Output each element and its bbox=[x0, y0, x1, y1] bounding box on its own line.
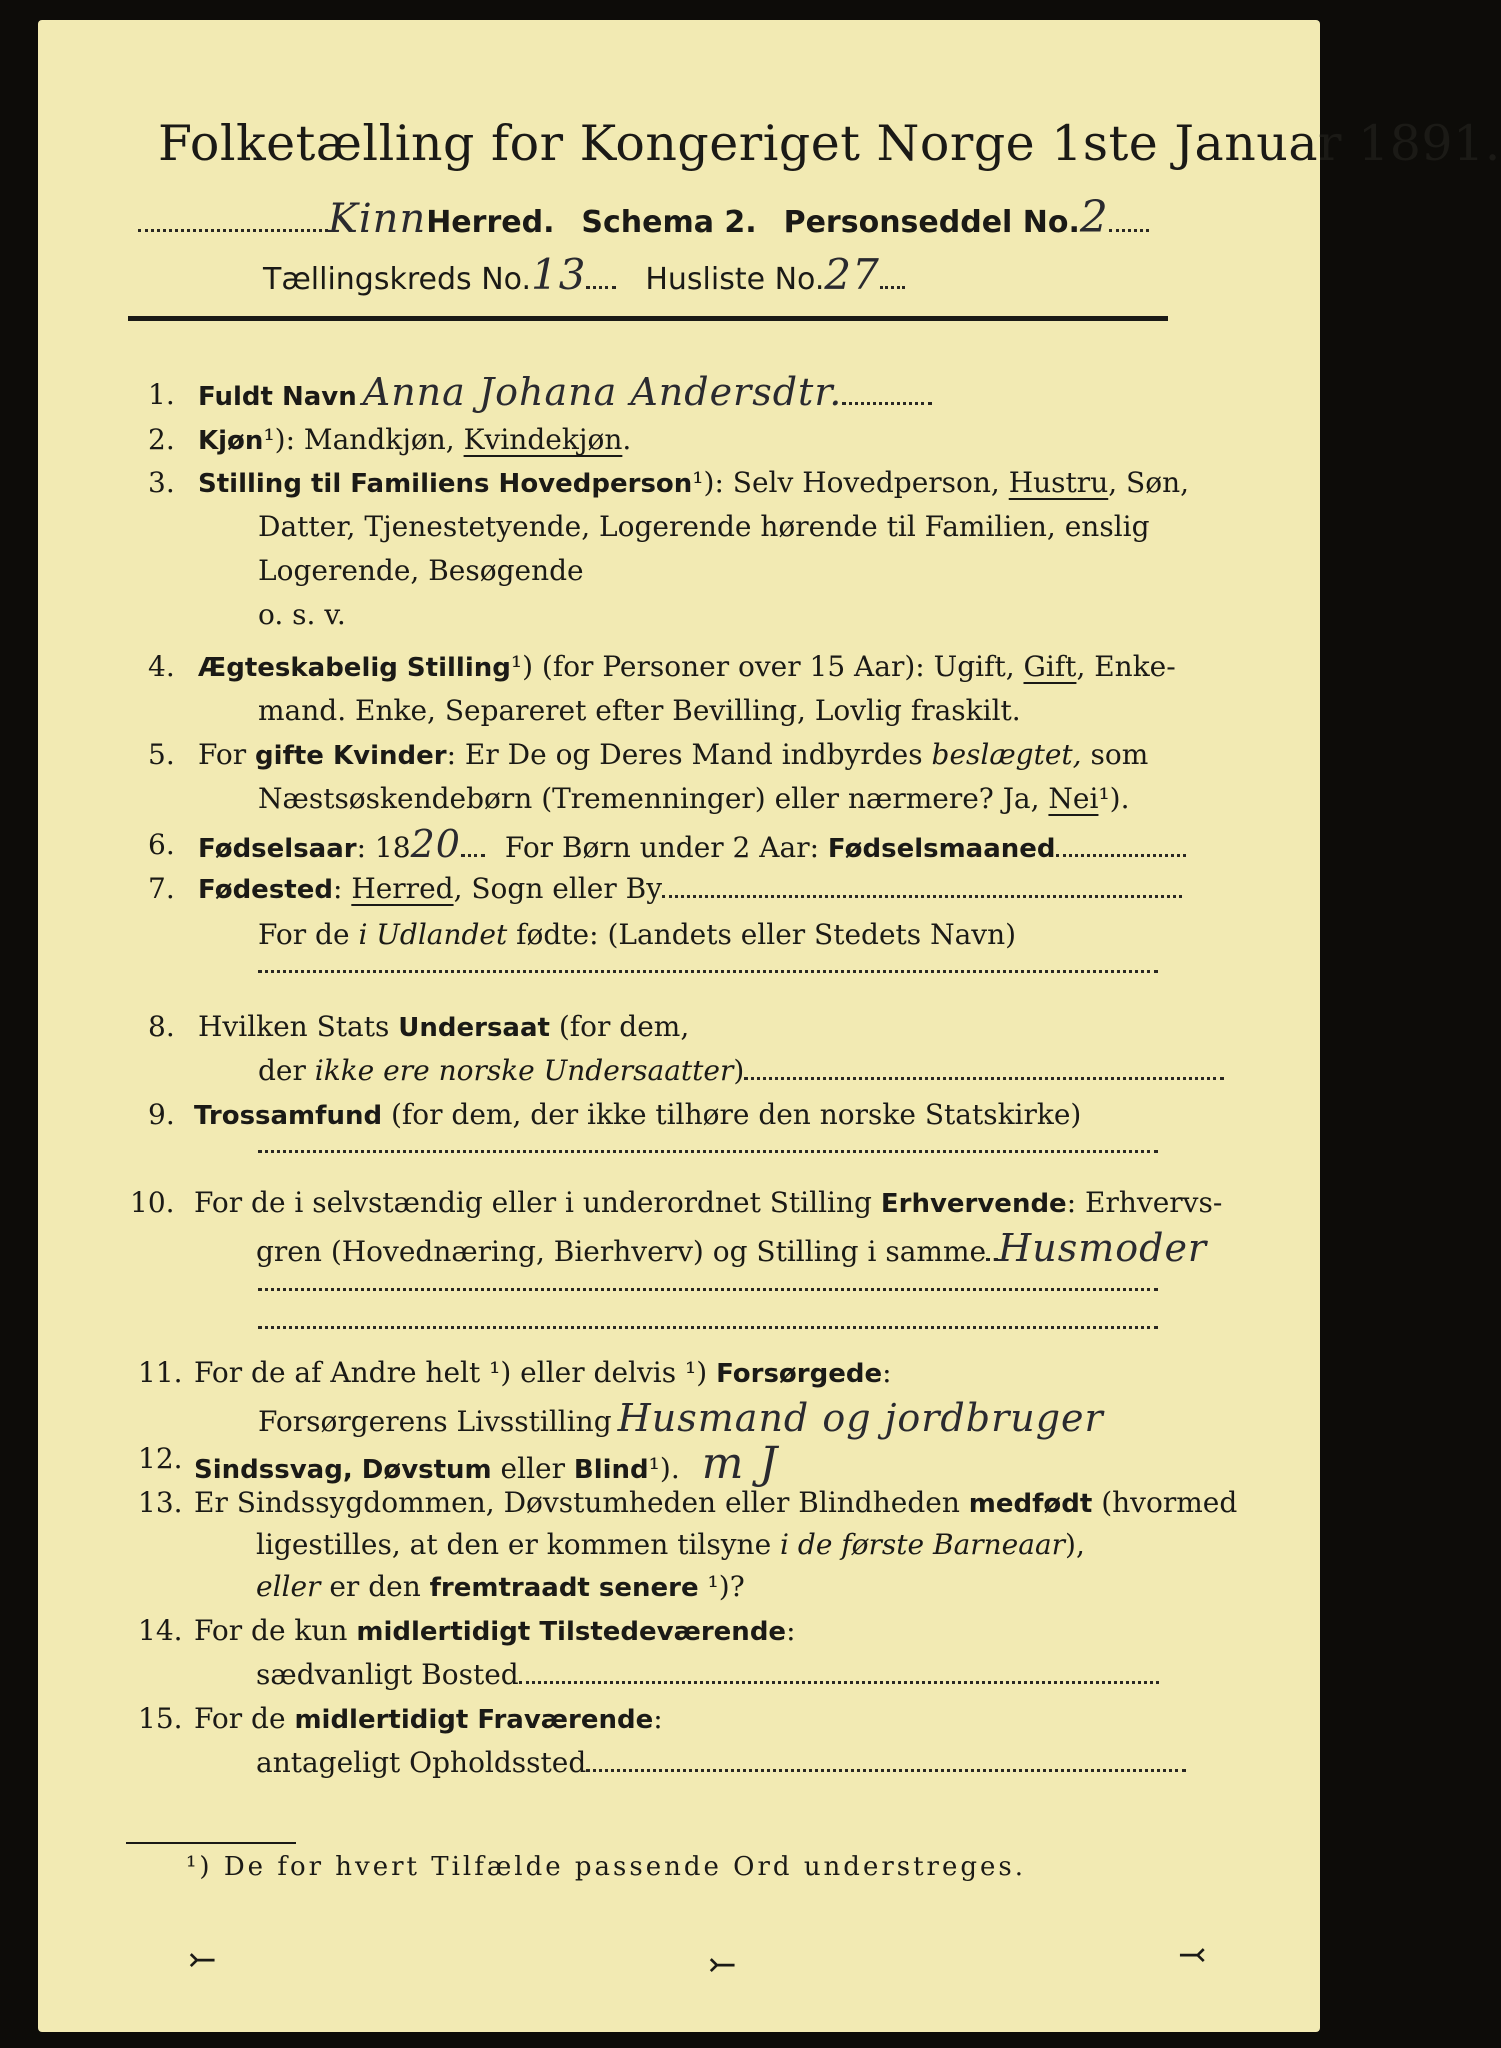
footnote-rule bbox=[126, 1842, 296, 1844]
field-13-label: medfødt bbox=[968, 1489, 1093, 1519]
field-10-line-2-text: gren (Hovednæring, Bierhverv) og Stilling i samme bbox=[256, 1235, 987, 1268]
field-15-row bbox=[194, 1702, 663, 1735]
field-5-end: som bbox=[1081, 738, 1149, 771]
field-13-number: 13. bbox=[138, 1486, 183, 1519]
field-13-line-2 bbox=[256, 1528, 1085, 1561]
field-13-line-3-italic: eller bbox=[256, 1570, 321, 1603]
husliste-label: Husliste No. bbox=[645, 262, 825, 297]
field-2-label: Kjøn bbox=[198, 426, 264, 456]
field-4-number: 4. bbox=[148, 650, 175, 683]
field-9-number: 9. bbox=[148, 1098, 175, 1131]
field-12-row bbox=[194, 1438, 778, 1489]
field-13-line-3-b: ¹)? bbox=[698, 1570, 745, 1603]
field-7-line-2-italic: i Udlandet bbox=[358, 918, 508, 951]
field-6-text-b: For Børn under 2 Aar: bbox=[504, 831, 828, 864]
field-8-number: 8. bbox=[148, 1010, 175, 1043]
field-10-line-2 bbox=[256, 1226, 1207, 1270]
field-4-label: Ægteskabelig Stilling bbox=[198, 653, 511, 683]
field-14-line-2 bbox=[256, 1658, 1159, 1691]
field-11-label: Forsørgede bbox=[716, 1359, 883, 1389]
field-10-value: Husmoder bbox=[998, 1226, 1208, 1270]
herred-value: Kinn bbox=[328, 196, 427, 242]
field-5-selected: Nei bbox=[1048, 782, 1099, 815]
field-5-text-b: : Er De og Deres Mand indbyrdes bbox=[446, 738, 932, 771]
field-4-end: , Enke- bbox=[1076, 650, 1176, 683]
field-10-row bbox=[194, 1186, 1222, 1219]
field-4-line-2: mand. Enke, Separeret efter Bevilling, Lovlig fraskilt. bbox=[258, 694, 1021, 727]
field-15-end: : bbox=[653, 1702, 663, 1735]
field-15-line-2 bbox=[256, 1746, 1186, 1779]
field-11-end: : bbox=[882, 1356, 892, 1389]
field-12-value: m J bbox=[701, 1438, 779, 1489]
field-12-end: ¹). bbox=[648, 1452, 680, 1485]
pin-mark-center-icon: ⤚ bbox=[708, 1945, 737, 1985]
field-8-label: Undersaat bbox=[398, 1013, 550, 1043]
field-5-line-2-text: Næstsøskendebørn (Tremenninger) eller nærmere? Ja, bbox=[258, 782, 1049, 815]
field-5-line-2-end: ¹). bbox=[1098, 782, 1130, 815]
field-10-text: For de i selvstændig eller i underordnet Stilling bbox=[194, 1186, 881, 1219]
field-5-italic: beslægtet, bbox=[931, 738, 1082, 771]
field-7-blank-line bbox=[258, 970, 1158, 973]
field-2-end: . bbox=[622, 423, 632, 456]
field-10-label: Erhvervende bbox=[880, 1189, 1067, 1219]
field-9-text: (for dem, der ikke tilhøre den norske Statskirke) bbox=[382, 1098, 1082, 1131]
field-8-text: Hvilken Stats bbox=[198, 1010, 399, 1043]
field-7-label: Fødested bbox=[198, 875, 333, 905]
field-5-number: 5. bbox=[148, 738, 175, 771]
field-6-row bbox=[198, 822, 1186, 866]
field-1-number: 1. bbox=[148, 378, 175, 411]
field-2-text: ¹): Mandkjøn, bbox=[263, 423, 464, 456]
field-12-label-2: Blind bbox=[573, 1455, 649, 1485]
field-6-label: Fødselsaar bbox=[198, 834, 357, 864]
field-7-number: 7. bbox=[148, 872, 175, 905]
field-1-row bbox=[198, 370, 932, 414]
field-6-number: 6. bbox=[148, 828, 175, 861]
husliste-value: 27 bbox=[824, 250, 880, 299]
field-6-text: : 18 bbox=[356, 831, 411, 864]
field-13-label-2: fremtraadt senere bbox=[429, 1573, 699, 1603]
field-8-line-2-a: der bbox=[258, 1054, 315, 1087]
pin-mark-left-icon: ⤚ bbox=[188, 1940, 217, 1980]
field-11-number: 11. bbox=[138, 1356, 183, 1389]
field-7-selected: Herred bbox=[351, 872, 454, 905]
field-11-text: For de af Andre helt ¹) eller delvis ¹) bbox=[194, 1356, 717, 1389]
field-3-line-2: Datter, Tjenestetyende, Logerende hørende til Familien, enslig bbox=[258, 510, 1150, 543]
field-11-row bbox=[194, 1356, 892, 1389]
schema-label: Schema 2. bbox=[581, 205, 757, 240]
field-2-number: 2. bbox=[148, 423, 175, 456]
field-6-value: 20 bbox=[410, 822, 461, 866]
footnote: ¹) De for hvert Tilfælde passende Ord understreges. bbox=[186, 1852, 1027, 1882]
field-3-selected: Hustru bbox=[1008, 466, 1109, 499]
field-2-row bbox=[198, 423, 631, 456]
field-3-number: 3. bbox=[148, 466, 175, 499]
field-7-line-2 bbox=[258, 918, 1016, 951]
field-14-end: : bbox=[786, 1614, 796, 1647]
field-3-row bbox=[198, 466, 1189, 499]
field-13-end: (hvormed bbox=[1092, 1486, 1238, 1519]
census-form-sheet bbox=[38, 20, 1501, 2032]
field-9-row bbox=[194, 1098, 1081, 1131]
field-5-text-a: For bbox=[198, 738, 256, 771]
field-2-selected: Kvindekjøn bbox=[463, 423, 623, 456]
field-4-row bbox=[198, 650, 1176, 683]
field-8-end: (for dem, bbox=[549, 1010, 690, 1043]
field-3-line-3: Logerende, Besøgende bbox=[258, 554, 584, 587]
field-8-line-2-b: ) bbox=[733, 1054, 745, 1087]
field-7-row bbox=[198, 872, 1182, 905]
field-11-value: Husmand og jordbruger bbox=[617, 1396, 1104, 1440]
field-13-row bbox=[194, 1486, 1237, 1519]
field-1-label: Fuldt Navn bbox=[198, 382, 357, 412]
field-12-label: Sindssvag, Døvstum bbox=[194, 1455, 492, 1485]
field-12-number: 12. bbox=[138, 1442, 183, 1475]
field-5-label: gifte Kvinder bbox=[255, 741, 447, 771]
field-4-selected: Gift bbox=[1023, 650, 1077, 683]
field-1-value: Anna Johana Andersdtr. bbox=[362, 370, 843, 414]
field-8-line-2 bbox=[258, 1054, 1224, 1087]
field-10-end: : Erhvervs- bbox=[1066, 1186, 1223, 1219]
field-3-end: , Søn, bbox=[1108, 466, 1190, 499]
kreds-label: Tællingskreds No. bbox=[263, 262, 531, 297]
form-title: Folketælling for Kongeriget Norge 1ste Januar 1891. bbox=[158, 115, 1501, 172]
field-14-row bbox=[194, 1614, 796, 1647]
field-8-row bbox=[198, 1010, 689, 1043]
field-14-number: 14. bbox=[138, 1614, 183, 1647]
field-10-number: 10. bbox=[130, 1186, 175, 1219]
field-13-line-2-a: ligestilles, at den er kommen tilsyne bbox=[256, 1528, 781, 1561]
field-10-blank-line-1 bbox=[258, 1288, 1158, 1291]
field-10-blank-line-2 bbox=[258, 1326, 1158, 1329]
field-15-number: 15. bbox=[138, 1702, 183, 1735]
field-14-text: For de kun bbox=[194, 1614, 357, 1647]
field-7-end: , Sogn eller By bbox=[453, 872, 663, 905]
header-rule bbox=[128, 316, 1168, 321]
field-11-line-2-text: Forsørgerens Livsstilling bbox=[258, 1405, 612, 1438]
header-kreds-line bbox=[263, 250, 905, 299]
field-15-text: For de bbox=[194, 1702, 295, 1735]
field-6-label-2: Fødselsmaaned bbox=[827, 834, 1056, 864]
field-13-text: Er Sindssygdommen, Døvstumheden eller Blindheden bbox=[194, 1486, 969, 1519]
field-13-line-2-b: ), bbox=[1065, 1528, 1085, 1561]
field-13-line-3 bbox=[256, 1570, 745, 1603]
field-3-text: ¹): Selv Hovedperson, bbox=[692, 466, 1009, 499]
field-7-line-2-b: fødte: (Landets eller Stedets Navn) bbox=[507, 918, 1017, 951]
field-5-row bbox=[198, 738, 1148, 771]
field-13-line-2-italic: i de første Barneaar bbox=[780, 1528, 1066, 1561]
field-12-text: eller bbox=[491, 1452, 574, 1485]
field-9-blank-line bbox=[258, 1150, 1158, 1153]
pin-mark-right-icon: ⤙ bbox=[1178, 1935, 1207, 1975]
personseddel-value: 2 bbox=[1079, 192, 1109, 243]
field-9-label: Trossamfund bbox=[194, 1101, 383, 1131]
field-7-text: : bbox=[332, 872, 352, 905]
field-8-line-2-italic: ikke ere norske Undersaatter bbox=[314, 1054, 734, 1087]
field-5-line-2 bbox=[258, 782, 1130, 815]
header-herred-line bbox=[138, 192, 1149, 243]
field-11-line-2 bbox=[258, 1396, 1104, 1440]
herred-label: Herred. bbox=[426, 205, 555, 240]
field-7-line-2-a: For de bbox=[258, 918, 359, 951]
field-14-line-2-text: sædvanligt Bosted bbox=[256, 1658, 519, 1691]
kreds-value: 13 bbox=[531, 250, 587, 299]
field-13-line-3-a: er den bbox=[320, 1570, 430, 1603]
field-15-label: midlertidigt Fraværende bbox=[294, 1705, 654, 1735]
field-3-line-4: o. s. v. bbox=[258, 598, 346, 631]
field-14-label: midlertidigt Tilstedeværende bbox=[356, 1617, 787, 1647]
field-15-line-2-text: antageligt Opholdssted bbox=[256, 1746, 587, 1779]
personseddel-label: Personseddel No. bbox=[783, 205, 1080, 240]
field-3-label: Stilling til Familiens Hovedperson bbox=[198, 469, 693, 499]
field-4-text: ¹) (for Personer over 15 Aar): Ugift, bbox=[510, 650, 1024, 683]
